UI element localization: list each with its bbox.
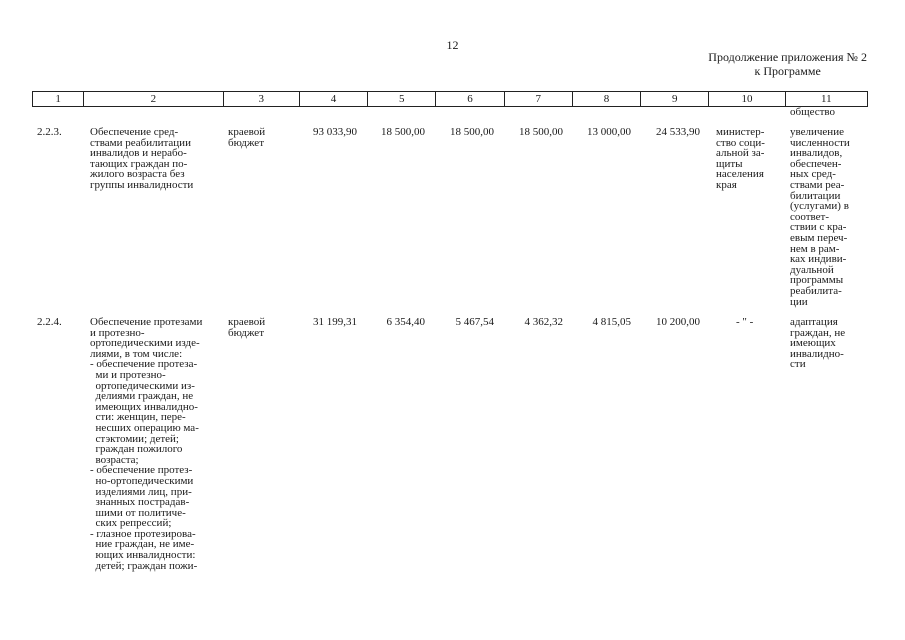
row-year-2: 18 500,00 <box>450 126 494 138</box>
col-header-2: 2 <box>84 92 224 107</box>
row-year-3: 4 362,32 <box>524 316 563 328</box>
col-header-3: 3 <box>223 92 299 107</box>
row-result: адаптация граждан, не имеющих инвалидно- сти <box>790 316 846 371</box>
row-year-4: 13 000,00 <box>587 126 631 138</box>
row-description: Обеспечение протезами и протезно- ортопедическими изде- лиями, в том числе: - обеспечение протеза- ми и протезно- ортопедическими из- делиями граждан, не имеющих инвалидно- сти: женщин, пере- несших операцию ма- стэктомии; детей; граждан пожилого возраста; - обеспечение протез- но-ортопедическими изделиями лиц, при- знанных пострадав- шими от политиче- ских репрессий; - глазное протезирова- ние граждан, не име- ющих инвалидности: детей; граждан пожи- <box>90 316 203 572</box>
col-header-9: 9 <box>641 92 709 107</box>
col-header-11: 11 <box>785 92 867 107</box>
page-number: 12 <box>446 38 459 52</box>
row-code: 2.2.3. <box>37 126 62 138</box>
row-result: увеличение численности инвалидов, обеспечен- ных сред- ствами реа- билитации (услугами) в соответ- ствии с кра- евым переч- нем в рам- ках индиви- дуальной программы реабилита- ции <box>790 126 850 308</box>
col-header-10: 10 <box>709 92 785 107</box>
row-description: Обеспечение сред- ствами реабилитации инвалидов и нерабо- тающих граждан по- жилого возраста без группы инвалидности <box>90 126 194 191</box>
row-year-5: 24 533,90 <box>656 126 700 138</box>
continuation-note <box>708 50 867 78</box>
col-header-7: 7 <box>504 92 572 107</box>
continuation-line-1: Продолжение приложения № 2 <box>708 50 867 64</box>
row-funding-source: краевой бюджет <box>228 126 266 149</box>
continuation-line-2: к Программе <box>754 64 821 78</box>
header-table <box>32 91 868 107</box>
row-year-1: 18 500,00 <box>381 126 425 138</box>
row-funding-source: краевой бюджет <box>228 316 266 339</box>
col-header-8: 8 <box>572 92 640 107</box>
col-header-6: 6 <box>436 92 504 107</box>
row-year-3: 18 500,00 <box>519 126 563 138</box>
row-year-1: 6 354,40 <box>386 316 425 328</box>
row-code: 2.2.4. <box>37 316 62 328</box>
carryover-text: общество <box>790 106 836 118</box>
row-executor: министер- ство соци- альной за- щиты населения края <box>716 126 765 191</box>
col-header-5: 5 <box>368 92 436 107</box>
row-year-5: 10 200,00 <box>656 316 700 328</box>
header-row <box>33 92 868 107</box>
row-year-2: 5 467,54 <box>455 316 494 328</box>
row-total: 31 199,31 <box>313 316 357 328</box>
row-total: 93 033,90 <box>313 126 357 138</box>
row-year-4: 4 815,05 <box>592 316 631 328</box>
col-header-1: 1 <box>33 92 84 107</box>
col-header-4: 4 <box>299 92 367 107</box>
row-executor: - " - <box>736 316 754 328</box>
